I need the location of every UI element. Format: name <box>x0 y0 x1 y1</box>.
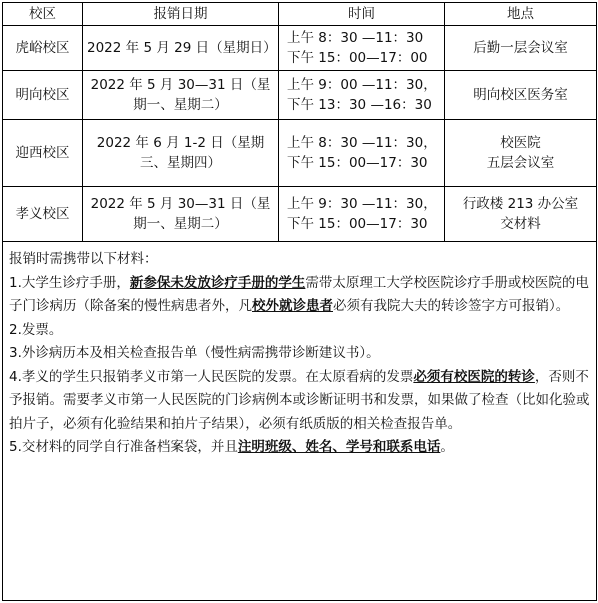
campus-cell: 迎西校区 <box>3 120 83 187</box>
place-line: 校医院 <box>500 135 541 151</box>
note-5-text: 。 <box>440 439 454 455</box>
time-morning: 上午 8：30 —11：30 <box>287 30 424 46</box>
reimbursement-table <box>2 2 597 601</box>
place-line: 交材料 <box>500 216 541 232</box>
note-5-emphasis: 注明班级、姓名、学号和联系电话 <box>237 439 441 455</box>
time-cell <box>279 187 445 242</box>
campus-cell: 孝义校区 <box>3 187 83 242</box>
place-cell <box>445 26 597 71</box>
table-row <box>3 120 597 187</box>
header-place: 地点 <box>445 3 597 26</box>
time-afternoon: 下午 13：30 —16：30 <box>287 97 432 113</box>
note-2: 2.发票。 <box>9 321 63 338</box>
header-campus: 校区 <box>3 3 83 26</box>
place-line: 后勤一层会议室 <box>473 40 568 56</box>
note-1 <box>9 272 590 319</box>
place-cell <box>445 187 597 242</box>
table-row <box>3 26 597 71</box>
time-cell <box>279 120 445 187</box>
note-4 <box>9 366 590 437</box>
note-1-text: 1.大学生诊疗手册， <box>9 274 130 291</box>
header-time: 时间 <box>279 3 445 26</box>
date-cell: 2022 年 5 月 29 日（星期日） <box>83 26 279 71</box>
time-cell <box>279 71 445 120</box>
note-5 <box>9 436 590 460</box>
note-4-text: 4.孝义的学生只报销孝义市第一人民医院的发票。在太原看病的发票 <box>9 368 414 385</box>
header-date: 报销日期 <box>83 3 279 26</box>
note-4-emphasis: 必须有校医院的转诊 <box>413 368 535 385</box>
note-1-text: 需带太原理工大学校医院诊疗手册或校医院的电子门诊病历（除备案的慢性病患者外，凡 <box>9 274 589 314</box>
place-cell <box>445 71 597 120</box>
note-4-text: ，否则不予报销。需要孝义市第一人民医院的门诊病例本或诊断证明书和发票，如果做了检查（比如化验或拍片子，必须有化验结果和拍片子结果），必须有纸质版的相关检查报告单。 <box>9 368 590 432</box>
place-line: 行政楼 213 办公室 <box>462 196 579 212</box>
notes-row <box>3 242 597 601</box>
time-afternoon: 下午 15：00—17：30 <box>287 216 428 232</box>
date-cell: 2022 年 6 月 1-2 日（星期三、星期四） <box>83 120 279 187</box>
time-morning: 上午 9：00 —11：30， <box>287 77 437 93</box>
table-row <box>3 187 597 242</box>
notes-cell <box>3 242 597 601</box>
date-cell: 2022 年 5 月 30—31 日（星期一、星期二） <box>83 187 279 242</box>
time-morning: 上午 9：30 —11：30， <box>287 196 437 212</box>
time-afternoon: 下午 15：00—17：00 <box>287 50 428 66</box>
note-1-emphasis: 新参保未发放诊疗手册的学生 <box>129 274 306 291</box>
note-3: 3.外诊病历本及相关检查报告单（慢性病需携带诊断建议书）。 <box>9 345 380 361</box>
notes-intro: 报销时需携带以下材料： <box>9 251 158 267</box>
time-cell <box>279 26 445 71</box>
time-afternoon: 下午 15：00—17：30 <box>287 155 428 171</box>
campus-cell: 明向校区 <box>3 71 83 120</box>
note-1-emphasis: 校外就诊患者 <box>252 298 333 314</box>
place-line: 五层会议室 <box>486 155 555 171</box>
time-morning: 上午 8：30 —11：30， <box>287 135 437 151</box>
header-row <box>3 3 597 26</box>
note-5-text: 5.交材料的同学自行准备档案袋，并且 <box>9 439 238 455</box>
place-line: 明向校区医务室 <box>473 87 568 103</box>
date-cell: 2022 年 5 月 30—31 日（星期一、星期二） <box>83 71 279 120</box>
place-cell <box>445 120 597 187</box>
table-row <box>3 71 597 120</box>
campus-cell: 虎峪校区 <box>3 26 83 71</box>
note-1-text: 必须有我院大夫的转诊签字方可报销）。 <box>333 298 570 314</box>
